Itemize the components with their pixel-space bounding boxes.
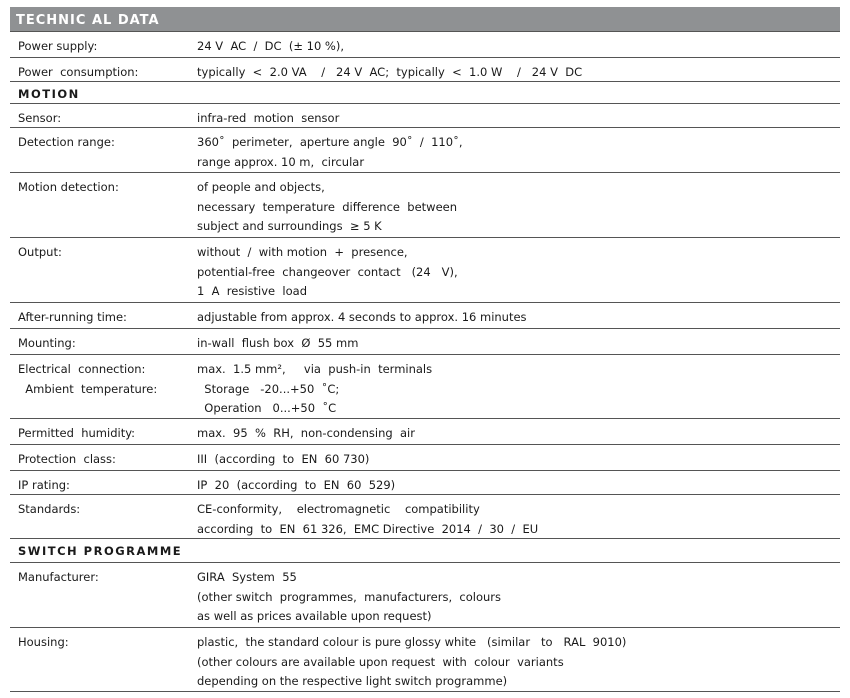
value-line: typically < 2.0 VA / 24 V AC; typically < 1.0 W / 24 V DC xyxy=(197,65,583,79)
row-label xyxy=(18,178,119,198)
value-line: necessary temperature difference between xyxy=(197,199,458,214)
value-line: in-wall flush box Ø 55 mm xyxy=(197,336,359,350)
label-line: Electrical connection: xyxy=(18,362,146,376)
data-row xyxy=(10,128,840,173)
value-line: Storage -20...+50 ˚C; xyxy=(197,381,340,396)
value-line: plastic, the standard colour is pure glossy white (similar to RAL 9010) xyxy=(197,635,627,649)
row-label xyxy=(18,450,116,470)
label-line: Power supply: xyxy=(18,39,98,53)
row-label xyxy=(18,424,135,444)
value-line: according to EN 61 326, EMC Directive 2014 / 30 / EU xyxy=(197,521,539,536)
row-value xyxy=(197,360,432,419)
row-value xyxy=(197,37,344,57)
row-value xyxy=(197,633,626,692)
label-line: After-running time: xyxy=(18,310,127,324)
section-header xyxy=(10,82,840,104)
value-line: as well as prices available upon request) xyxy=(197,609,432,623)
label-line: Power consumption: xyxy=(18,65,139,79)
value-line: infra-red motion sensor xyxy=(197,111,340,125)
value-line: GIRA System 55 xyxy=(197,570,297,584)
data-row xyxy=(10,419,840,445)
value-line: (other colours are available upon request with colour variants xyxy=(197,654,564,669)
data-row xyxy=(10,238,840,303)
row-label xyxy=(18,360,157,399)
row-label xyxy=(18,476,70,496)
value-line: III (according to EN 60 730) xyxy=(197,452,370,466)
row-label xyxy=(18,109,61,129)
data-row xyxy=(10,355,840,419)
data-row xyxy=(10,32,840,58)
label-line: Sensor: xyxy=(18,111,62,125)
value-line: 24 V AC / DC (± 10 %), xyxy=(197,39,344,53)
row-label xyxy=(18,633,69,653)
label-line: Housing: xyxy=(18,635,69,649)
row-label xyxy=(18,243,62,263)
label-line: Permitted humidity: xyxy=(18,426,136,440)
label-line: Ambient temperature: xyxy=(18,381,158,396)
section-header xyxy=(10,539,840,563)
value-line: without / with motion + presence, xyxy=(197,245,408,259)
label-line: Output: xyxy=(18,245,62,259)
row-value xyxy=(197,178,457,237)
row-label xyxy=(18,334,76,354)
label-line: Standards: xyxy=(18,502,81,516)
section-title xyxy=(18,85,80,105)
value-line: 1 A resistive load xyxy=(197,284,308,298)
row-value xyxy=(197,109,339,129)
label-line: SWITCH PROGRAMME xyxy=(18,544,183,558)
row-value xyxy=(197,568,501,627)
label-line: Motion detection: xyxy=(18,180,119,194)
data-row xyxy=(10,58,840,82)
value-line: range approx. 10 m, circular xyxy=(197,154,365,169)
data-row xyxy=(10,495,840,539)
row-label xyxy=(18,133,115,153)
value-line: IP 20 (according to EN 60 529) xyxy=(197,478,396,492)
value-line: subject and surroundings ≥ 5 K xyxy=(197,219,382,233)
data-row xyxy=(10,445,840,471)
value-line: (other switch programmes, manufacturers, colours xyxy=(197,589,502,604)
row-value xyxy=(197,500,538,539)
row-value xyxy=(197,133,462,172)
label-line: MOTION xyxy=(18,87,80,101)
value-line: max. 1.5 mm², via push-in terminals xyxy=(197,362,433,376)
section-title xyxy=(18,542,182,562)
value-line: 360˚ perimeter, aperture angle 90˚ / 110˚, xyxy=(197,135,463,149)
technical-data-title: TECHNIC AL DATA xyxy=(10,7,840,32)
value-line: Operation 0...+50 ˚C xyxy=(197,401,337,415)
data-row xyxy=(10,628,840,692)
row-value xyxy=(197,334,358,354)
data-row xyxy=(10,563,840,628)
row-value xyxy=(197,308,527,328)
value-line: of people and objects, xyxy=(197,180,325,194)
value-line: potential-free changeover contact (24 V), xyxy=(197,264,458,279)
value-line: max. 95 % RH, non-condensing air xyxy=(197,426,415,440)
label-line: Protection class: xyxy=(18,452,116,466)
row-value xyxy=(197,476,395,496)
row-value xyxy=(197,424,415,444)
data-row xyxy=(10,173,840,238)
data-row xyxy=(10,329,840,355)
value-line: depending on the respective light switch programme) xyxy=(197,674,508,688)
row-label xyxy=(18,568,99,588)
data-row xyxy=(10,104,840,128)
row-label xyxy=(18,63,138,83)
value-line: CE-conformity, electromagnetic compatibility xyxy=(197,502,480,516)
row-value xyxy=(197,243,458,302)
label-line: Mounting: xyxy=(18,336,76,350)
row-label xyxy=(18,500,80,520)
label-line: IP rating: xyxy=(18,478,70,492)
data-row xyxy=(10,471,840,495)
value-line: adjustable from approx. 4 seconds to approx. 16 minutes xyxy=(197,310,527,324)
data-row xyxy=(10,303,840,329)
label-line: Manufacturer: xyxy=(18,570,99,584)
technical-data-sheet xyxy=(10,7,840,692)
row-value xyxy=(197,63,582,83)
row-label xyxy=(18,37,97,57)
data-table xyxy=(10,32,840,692)
label-line: Detection range: xyxy=(18,135,115,149)
row-label xyxy=(18,308,127,328)
row-value xyxy=(197,450,369,470)
